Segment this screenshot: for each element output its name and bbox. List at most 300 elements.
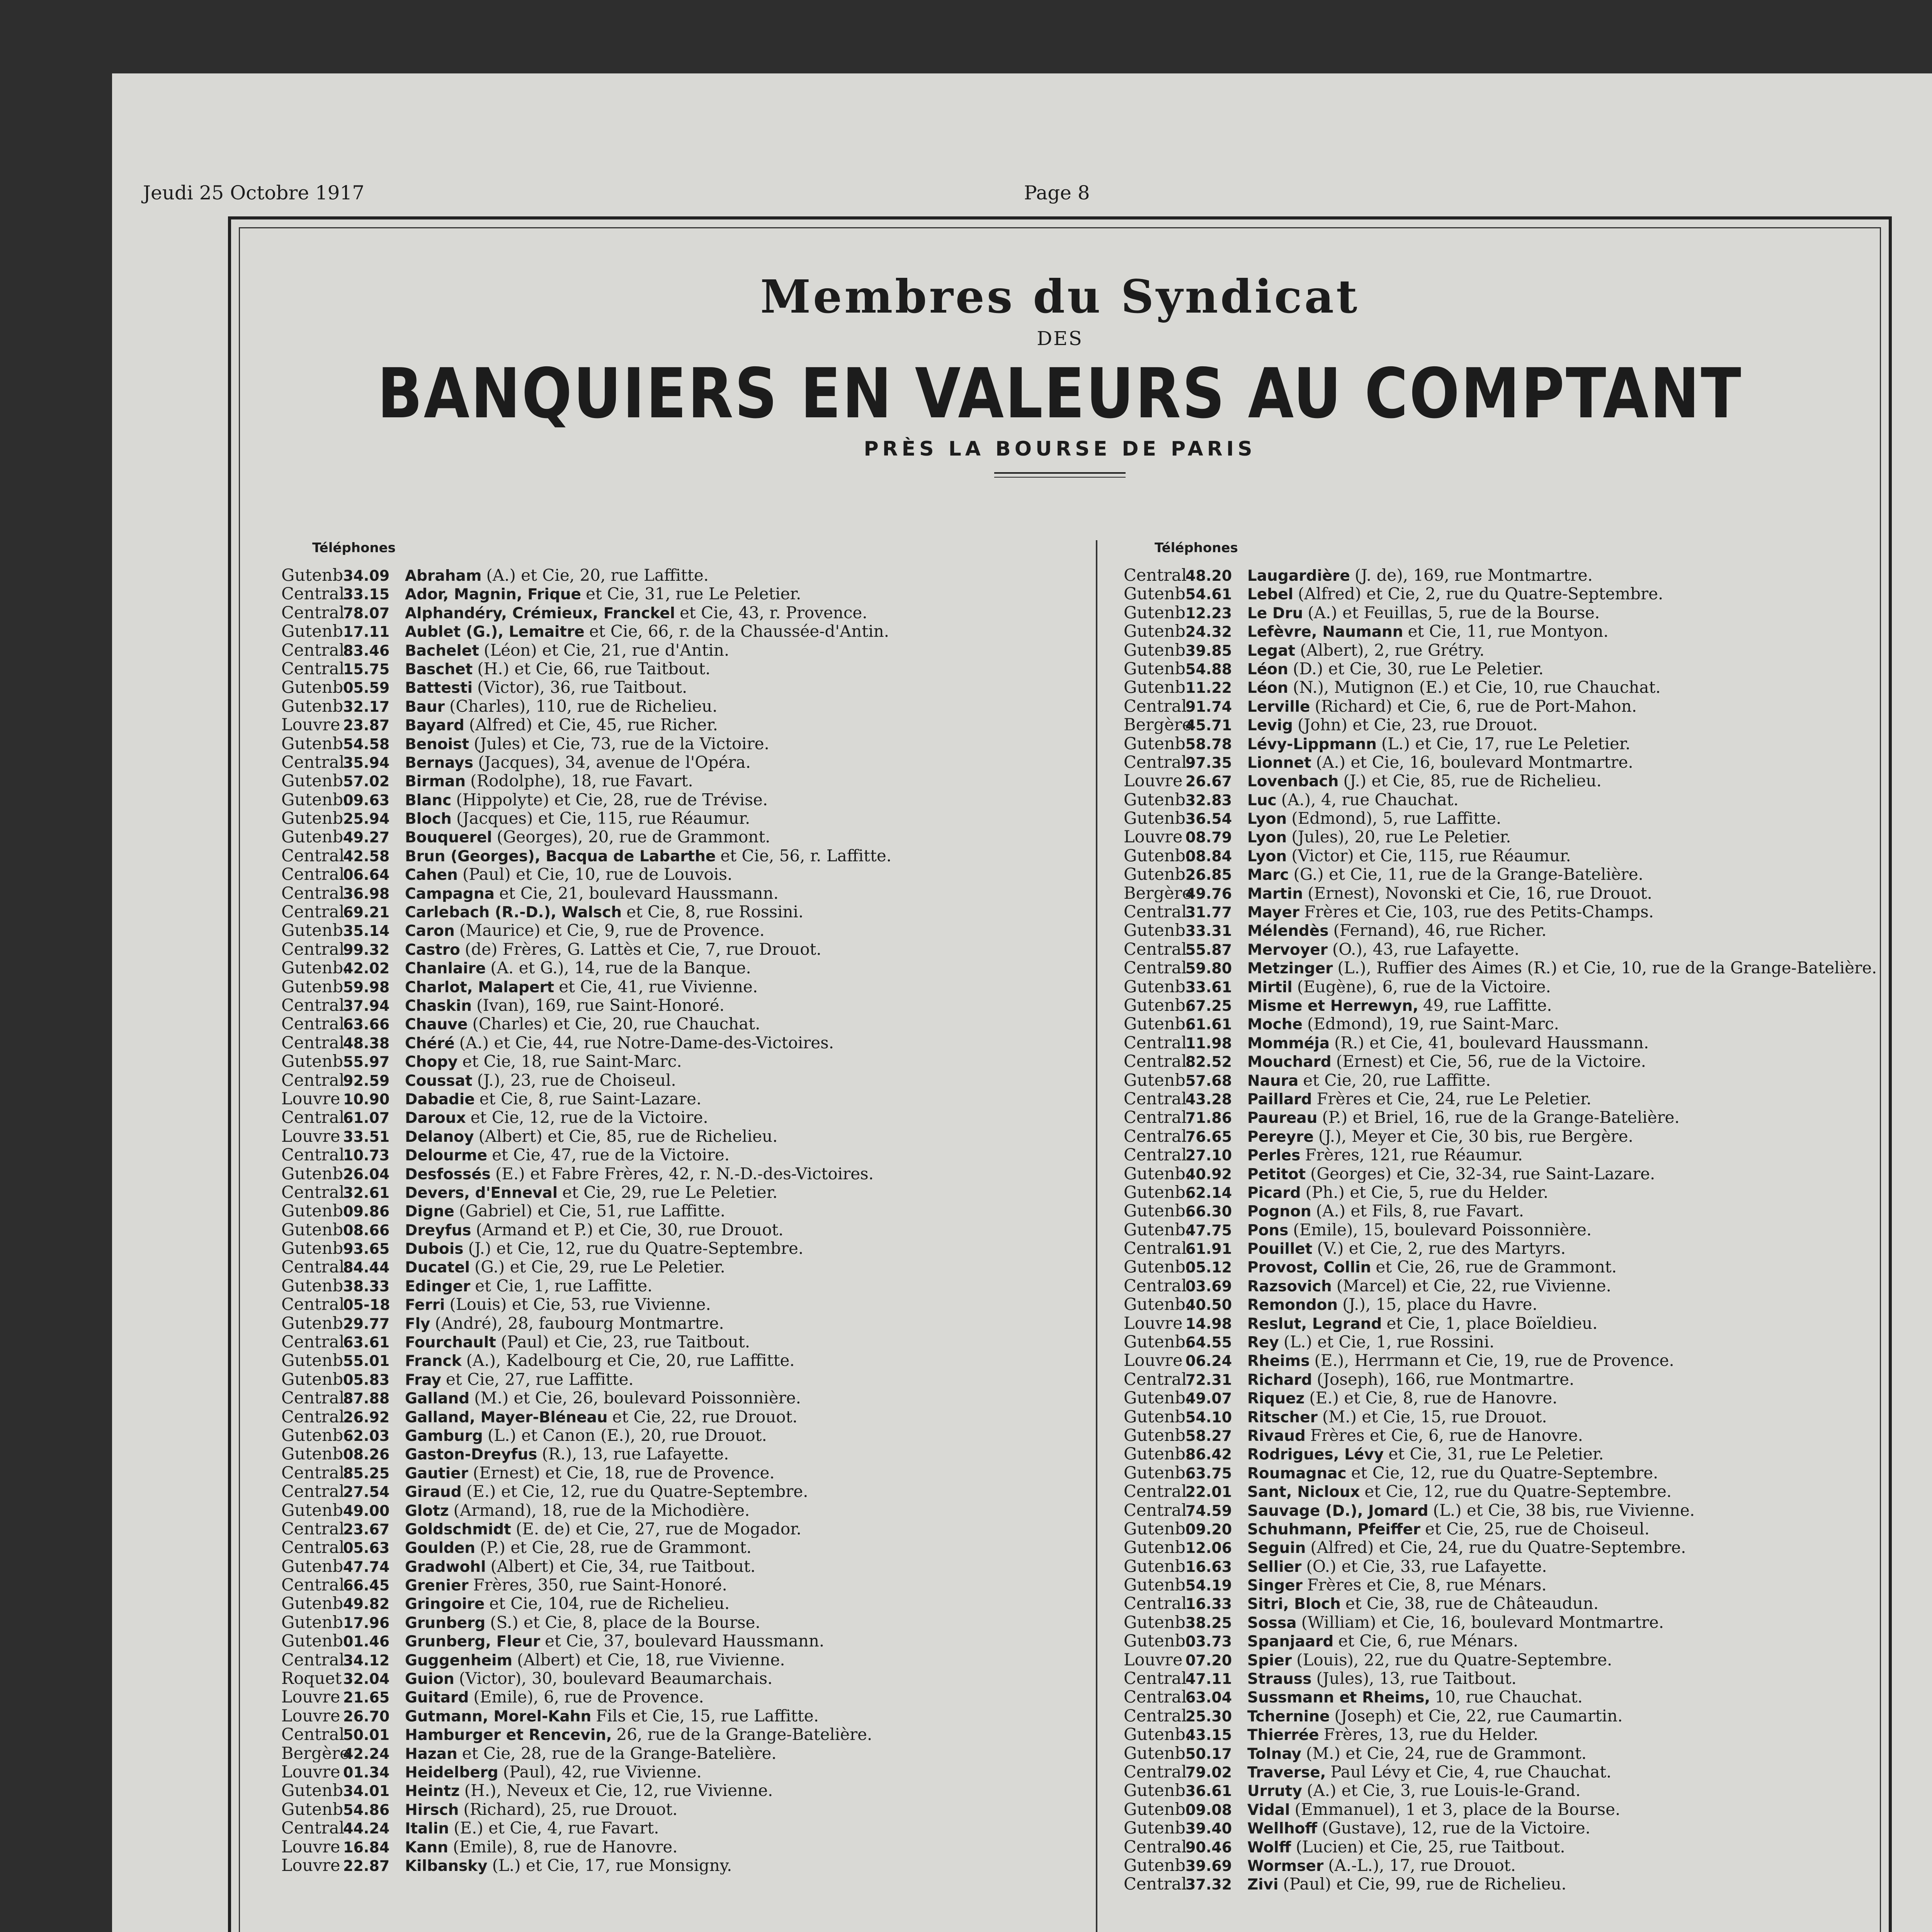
member-entry [1124,1706,1896,1725]
phone-number: 10.90 [343,1090,390,1108]
phone-number: 48.38 [343,1034,390,1052]
phone-exchange: Gutenb. [1124,640,1191,659]
member-entry [1124,1762,1896,1781]
member-name: Seguin [1247,1539,1306,1557]
phone-exchange: Gutenb. [1124,1407,1191,1426]
member-address: (M.) et Cie, 24, rue de Grammont. [1306,1743,1587,1762]
member-name: Le Dru [1247,604,1303,622]
phone-number: 42.58 [343,847,390,865]
phone-number: 35.94 [343,754,390,771]
phone-number: 61.61 [1185,1016,1232,1033]
phone-number: 21.65 [343,1689,390,1706]
members-column-left [281,540,1054,1874]
member-address: (Jules), 20, rue Le Peletier. [1291,827,1511,846]
phone-number: 23.67 [343,1520,390,1538]
member-name: Provost, Collin [1247,1259,1371,1276]
phone-exchange: Central [1124,1089,1187,1108]
member-entry [1124,1519,1896,1538]
member-address: et Cie, 43, r. Provence. [680,603,867,622]
member-name: Carlebach (R.-D.), Walsch [405,904,622,921]
phone-exchange: Central [281,1388,345,1407]
phone-number: 34.09 [343,567,390,584]
issue-date: Jeudi 25 Octobre 1917 [143,182,365,204]
member-address: 10, rue Chauchat. [1435,1687,1583,1706]
phone-number: 76.65 [1185,1128,1232,1145]
phone-exchange: Louvre [281,1687,340,1706]
member-entry [281,1426,1054,1444]
phone-number: 32.04 [343,1670,390,1688]
member-address: (E.) et Cie, 4, rue Favart. [453,1818,659,1837]
member-address: (Alfred) et Cie, 24, rue du Quatre-Septembre. [1310,1538,1686,1557]
member-address: (Edmond), 19, rue Saint-Marc. [1307,1014,1559,1033]
phone-exchange: Central [1124,1108,1187,1127]
member-address: Frères, 121, rue Réaumur. [1305,1145,1523,1164]
phone-number: 63.61 [343,1334,390,1351]
phone-number: 44.24 [343,1820,390,1837]
member-address: (Armand), 18, rue de la Michodière. [453,1500,750,1519]
phone-exchange: Central [281,1725,345,1744]
phone-exchange: Gutenb [281,1500,343,1519]
member-address: et Cie, 12, rue de la Victoire. [470,1108,708,1127]
phone-exchange: Central [1124,939,1187,959]
phone-number: 10.73 [343,1147,390,1164]
phone-number: 74.59 [1185,1502,1232,1519]
member-address: (H.), Neveux et Cie, 12, rue Vivienne. [464,1781,773,1800]
member-entry [1124,902,1896,921]
member-name: Pognon [1247,1203,1311,1220]
member-address: (M.) et Cie, 26, boulevard Poissonnière. [474,1388,801,1407]
phone-exchange: Gutenb. [1124,1743,1191,1762]
member-address: et Cie, 27, rue Laffitte. [446,1369,634,1389]
member-name: Spanjaard [1247,1633,1334,1650]
phone-exchange: Gutenb. [1124,1444,1191,1463]
phone-exchange: Central [281,1182,345,1202]
phone-number: 67.25 [1185,997,1232,1014]
phone-number: 61.07 [343,1109,390,1127]
member-entry [1124,1276,1896,1295]
member-address: et Cie, 56, r. Laffitte. [720,846,892,865]
phone-number: 61.91 [1185,1240,1232,1258]
member-address: (Victor) et Cie, 115, rue Réaumur. [1291,846,1571,865]
member-address: (William) et Cie, 16, boulevard Montmartre. [1301,1612,1664,1632]
member-name: Heintz [405,1782,460,1800]
syndicate-frame [228,216,1892,1932]
member-name: Spier [1247,1651,1292,1669]
phone-number: 08.84 [1185,847,1232,865]
phone-exchange: Gutenb [281,1201,343,1220]
member-name: Bayard [405,717,464,734]
member-entry [1124,697,1896,715]
member-name: Charlot, Malapert [405,978,554,996]
phone-exchange: Central [281,995,345,1015]
phone-number: 24.32 [1185,623,1232,641]
member-address: (L.), Ruffier des Aimes (R.) et Cie, 10, rue de la Grange-Batelière. [1337,958,1877,977]
phone-exchange: Louvre [281,1837,340,1856]
phone-number: 78.07 [343,604,390,622]
phone-exchange: Gutenb. [1124,1781,1191,1800]
member-entry [1124,678,1896,696]
members-column-right [1124,540,1896,1893]
member-name: Marc [1247,866,1289,884]
member-entry [1124,1482,1896,1500]
phone-exchange: Gutenb. [281,696,349,716]
phone-exchange: Bergère [1124,715,1192,734]
phone-exchange: Louvre [281,1855,340,1875]
member-entry [1124,1650,1896,1669]
phone-number: 33.15 [343,586,390,603]
member-name: Sitri, Bloch [1247,1595,1341,1613]
member-address: (Georges) et Cie, 32-34, rue Saint-Lazare. [1310,1164,1655,1183]
member-entry [1124,1800,1896,1818]
member-name: Tchernine [1247,1708,1330,1725]
member-entry [281,902,1054,921]
phone-number: 39.85 [1185,642,1232,659]
phone-number: 06.24 [1185,1352,1232,1370]
member-entry [281,734,1054,753]
member-name: Wellhoff [1247,1820,1317,1837]
member-entry [281,1856,1054,1874]
member-address: (A.) et Cie, 44, rue Notre-Dame-des-Victoires. [459,1033,834,1052]
member-name: Grunberg [405,1614,486,1632]
phone-exchange: Central [281,1575,345,1594]
phone-number: 63.66 [343,1016,390,1033]
member-address: (Victor), 30, boulevard Beaumarchais. [459,1669,773,1688]
member-address: (E.) et Cie, 12, rue du Quatre-Septembre. [466,1482,808,1501]
member-entry [1124,1370,1896,1388]
member-address: (A.-L.), 17, rue Drouot. [1328,1855,1516,1875]
member-address: et Cie, 12, rue du Quatre-Septembre. [1364,1482,1672,1501]
phone-exchange: Central [1124,902,1187,921]
member-name: Mouchard [1247,1053,1332,1071]
phone-number: 08.79 [1185,829,1232,846]
phone-exchange: Central [281,1014,345,1033]
phone-exchange: Gutenb. [1124,1257,1191,1276]
member-entry [1124,659,1896,678]
member-name: Fourchault [405,1334,496,1351]
phone-number: 63.04 [1185,1689,1232,1706]
member-name: Castro [405,941,460,959]
member-entry [281,1127,1054,1145]
member-name: Grenier [405,1577,469,1594]
member-address: et Cie, 6, rue Ménars. [1338,1631,1519,1650]
member-name: Fray [405,1371,441,1389]
member-name: Hazan [405,1745,457,1762]
phone-exchange: Central [281,1482,345,1501]
phone-exchange: Bergère [1124,883,1192,903]
member-name: Vidal [1247,1801,1290,1819]
phone-exchange: Central [1124,1687,1187,1706]
phone-exchange: Central [1124,1126,1187,1146]
member-address: (R.) et Cie, 41, boulevard Haussmann. [1334,1033,1649,1052]
member-address: (Jacques), 34, avenue de l'Opéra. [478,752,751,772]
member-entry [1124,641,1896,659]
member-name: Lefèvre, Naumann [1247,623,1403,641]
member-name: Léon [1247,679,1288,697]
phone-number: 31.77 [1185,904,1232,921]
phone-exchange: Central [1124,1594,1187,1613]
phone-exchange: Gutenb. [1124,846,1191,865]
phone-number: 83.46 [343,642,390,659]
phone-exchange: Central [1124,1706,1187,1725]
member-entry [1124,1052,1896,1070]
member-name: Bouquerel [405,829,492,846]
phone-exchange: Gutenb [281,1052,343,1071]
phone-number: 79.02 [1185,1764,1232,1781]
member-entry [1124,1407,1896,1426]
phone-number: 34.01 [343,1782,390,1800]
member-entry [1124,827,1896,846]
member-address: et Cie, 18, rue Saint-Marc. [462,1052,682,1071]
phone-number: 91.74 [1185,698,1232,715]
phone-number: 66.45 [343,1577,390,1594]
member-name: Aublet (G.), Lemaitre [405,623,585,641]
phone-exchange: Gutenb. [281,958,349,977]
phone-exchange: Gutenb [281,1425,343,1445]
member-entry [1124,771,1896,790]
member-entry [281,1183,1054,1201]
member-name: Levig [1247,717,1293,734]
member-name: Caron [405,922,455,940]
member-entry [281,1201,1054,1220]
member-address: (E. de) et Cie, 27, rue de Mogador. [515,1519,801,1538]
phone-number: 29.77 [343,1315,390,1332]
phone-number: 36.61 [1185,1782,1232,1800]
phone-exchange: Gutenb. [1124,1556,1191,1576]
member-name: Lévy-Lippmann [1247,735,1377,753]
member-address: 49, rue Laffitte. [1423,995,1552,1015]
member-address: (Ivan), 169, rue Saint-Honoré. [476,995,724,1015]
member-name: Delanoy [405,1128,474,1146]
phone-number: 48.20 [1185,567,1232,584]
member-address: (N.), Mutignon (E.) et Cie, 10, rue Chauchat. [1293,678,1661,697]
phone-number: 09.86 [343,1203,390,1220]
member-name: Bernays [405,754,473,772]
member-address: et Cie, 37, boulevard Haussmann. [545,1631,825,1650]
member-address: (Richard) et Cie, 6, rue de Port-Mahon. [1315,696,1637,716]
member-entry [1124,977,1896,996]
phone-exchange: Gutenb [281,1594,343,1613]
phone-number: 12.23 [1185,604,1232,622]
member-address: (E.) et Cie, 8, rue de Hanovre. [1309,1388,1558,1407]
member-entry [281,1762,1054,1781]
phone-exchange: Central [281,752,345,772]
phone-number: 05.83 [343,1371,390,1388]
phone-number: 09.63 [343,791,390,809]
phone-number: 54.88 [1185,660,1232,678]
phone-exchange: Gutenb. [1124,790,1191,809]
phone-exchange: Gutenb [281,1239,343,1258]
member-entry [281,1669,1054,1687]
member-address: et Cie, 26, rue de Grammont. [1376,1257,1617,1276]
member-name: Lyon [1247,810,1287,828]
phone-number: 03.69 [1185,1277,1232,1295]
member-name: Battesti [405,679,473,697]
member-entry [281,1650,1054,1669]
phone-exchange: Louvre [281,1089,340,1108]
phone-number: 26.85 [1185,866,1232,884]
phone-exchange: Central [281,1650,345,1669]
member-address: (Jacques) et Cie, 115, rue Réaumur. [456,809,750,828]
member-name: Sossa [1247,1614,1297,1632]
member-address: (Louis), 22, rue du Quatre-Septembre. [1296,1650,1612,1669]
member-name: Moche [1247,1016,1303,1033]
phone-exchange: Gutenb. [1124,1164,1191,1183]
member-entry [1124,958,1896,977]
phone-exchange: Central [281,1407,345,1426]
phone-number: 11.22 [1185,679,1232,697]
member-name: Mirtil [1247,978,1293,996]
member-entry [281,715,1054,734]
phone-exchange: Gutenb. [1124,865,1191,884]
member-entry [281,1706,1054,1725]
phone-number: 39.69 [1185,1857,1232,1874]
phone-number: 17.11 [343,623,390,641]
member-entry [1124,790,1896,809]
member-entry [281,1052,1054,1070]
phone-exchange: Bergère [281,1743,350,1762]
member-name: Baschet [405,660,473,678]
member-name: Naura [1247,1072,1299,1089]
phone-number: 22.87 [343,1857,390,1874]
member-name: Picard [1247,1184,1301,1202]
phone-exchange: Central [281,640,345,659]
member-name: Pereyre [1247,1128,1314,1146]
member-entry [281,1725,1054,1743]
phone-exchange: Louvre [281,1706,340,1725]
phone-exchange: Gutenb. [1124,1519,1191,1538]
member-name: Lyon [1247,829,1287,846]
phone-number: 35.14 [343,922,390,940]
member-address: (A.), 4, rue Chauchat. [1281,790,1459,809]
phone-number: 37.94 [343,997,390,1014]
member-address: (V.) et Cie, 2, rue des Martyrs. [1317,1239,1566,1258]
member-address: (Jules) et Cie, 73, rue de la Victoire. [473,734,769,753]
phone-number: 49.00 [343,1502,390,1519]
member-address: et Cie, 25, rue de Choiseul. [1425,1519,1650,1538]
member-entry [1124,1837,1896,1856]
member-address: (P.) et Briel, 16, rue de la Grange-Batelière. [1322,1108,1680,1127]
ornament-divider [994,472,1126,478]
phone-exchange: Central [1124,1145,1187,1164]
phone-number: 54.61 [1185,586,1232,603]
member-address: (Charles) et Cie, 20, rue Chauchat. [472,1014,760,1033]
phone-number: 27.10 [1185,1147,1232,1164]
phone-exchange: Gutenb. [281,790,349,809]
phone-number: 06.64 [343,866,390,884]
member-entry [281,1033,1054,1052]
phone-number: 43.28 [1185,1090,1232,1108]
member-name: Lerville [1247,698,1310,716]
phone-exchange: Gutenb. [1124,659,1191,678]
member-entry [1124,996,1896,1014]
phone-exchange: Gutenb. [1124,622,1191,641]
phone-exchange: Gutenb. [1124,977,1191,996]
member-name: Chanlaire [405,960,486,977]
member-address: et Cie, 31, rue Le Peletier. [586,584,801,603]
member-entry [1124,1501,1896,1519]
member-name: Sauvage (D.), Jomard [1247,1502,1429,1519]
phone-number: 49.07 [1185,1390,1232,1407]
phone-number: 62.03 [343,1427,390,1444]
phone-number: 54.19 [1185,1577,1232,1594]
phone-exchange: Gutenb. [1124,1201,1191,1220]
phone-exchange: Central [281,939,345,959]
phone-number: 42.02 [343,960,390,977]
member-address: (Emile), 15, boulevard Poissonnière. [1293,1220,1592,1239]
phone-exchange: Louvre [1124,1650,1183,1669]
member-address: (J.), 23, rue de Choiseul. [477,1070,676,1089]
member-entry [281,977,1054,996]
member-name: Mervoyer [1247,941,1328,959]
phone-exchange: Central [281,1332,345,1351]
member-address: Frères et Cie, 8, rue Ménars. [1307,1575,1547,1594]
member-entry [281,996,1054,1014]
member-address: Frères et Cie, 24, rue Le Peletier. [1316,1089,1592,1108]
member-entry [281,1613,1054,1631]
member-name: Luc [1247,791,1277,809]
member-name: Hamburger et Rencevin, [405,1726,612,1744]
member-name: Schuhmann, Pfeiffer [1247,1520,1421,1538]
phone-number: 82.52 [1185,1053,1232,1071]
member-address: et Cie, 47, rue de la Victoire. [492,1145,730,1164]
phone-number: 38.33 [343,1277,390,1295]
member-address: (Rodolphe), 18, rue Favart. [470,771,693,790]
member-name: Rheims [1247,1352,1310,1370]
phone-exchange: Central [1124,1874,1187,1893]
phone-number: 25.94 [343,810,390,828]
member-entry [1124,1033,1896,1052]
member-address: et Cie, 8, rue Rossini. [626,902,804,921]
phone-exchange: Gutenb. [1124,1425,1191,1445]
phone-number: 71.86 [1185,1109,1232,1127]
member-address: (Ernest) et Cie, 56, rue de la Victoire. [1336,1052,1646,1071]
phone-exchange: Louvre [281,1126,340,1146]
phone-exchange: Gutenb [281,734,343,753]
member-address: (Maurice) et Cie, 9, rue de Provence. [459,921,765,940]
column-divider [1096,540,1097,1932]
member-entry [1124,884,1896,902]
member-address: Frères, 350, rue Saint-Honoré. [473,1575,727,1594]
member-entry [281,1837,1054,1856]
phone-exchange: Central [1124,1482,1187,1501]
member-name: Petitot [1247,1165,1306,1183]
member-entry [281,1388,1054,1407]
member-name: Campagna [405,885,495,903]
member-entry [281,827,1054,846]
member-name: Gaston-Dreyfus [405,1446,537,1463]
member-name: Martin [1247,885,1303,903]
member-address: (Albert) et Cie, 18, rue Vivienne. [517,1650,785,1669]
phone-number: 26.67 [1185,773,1232,790]
member-address: (Joseph) et Cie, 22, rue Caumartin. [1334,1706,1623,1725]
phone-number: 11.98 [1185,1034,1232,1052]
member-name: Digne [405,1203,454,1220]
member-entry [281,940,1054,958]
member-entry [1124,622,1896,640]
phone-number: 55.87 [1185,941,1232,958]
member-name: Franck [405,1352,462,1370]
member-address: (Ph.) et Cie, 5, rue du Helder. [1305,1182,1549,1202]
member-address: (G.) et Cie, 11, rue de la Grange-Batelière. [1293,865,1643,884]
member-name: Dabadie [405,1090,475,1108]
member-address: (Richard), 25, rue Drouot. [463,1799,678,1819]
member-entry [1124,584,1896,603]
member-address: (D.) et Cie, 30, rue Le Peletier. [1293,659,1544,678]
member-address: (Ernest), Novonski et Cie, 16, rue Drouot. [1308,883,1652,903]
title-des: DES [1037,327,1083,350]
member-address: (E.), Herrmann et Cie, 19, rue de Provence. [1314,1351,1674,1370]
title-banquiers: BANQUIERS EN VALEURS AU COMPTANT [377,354,1743,434]
